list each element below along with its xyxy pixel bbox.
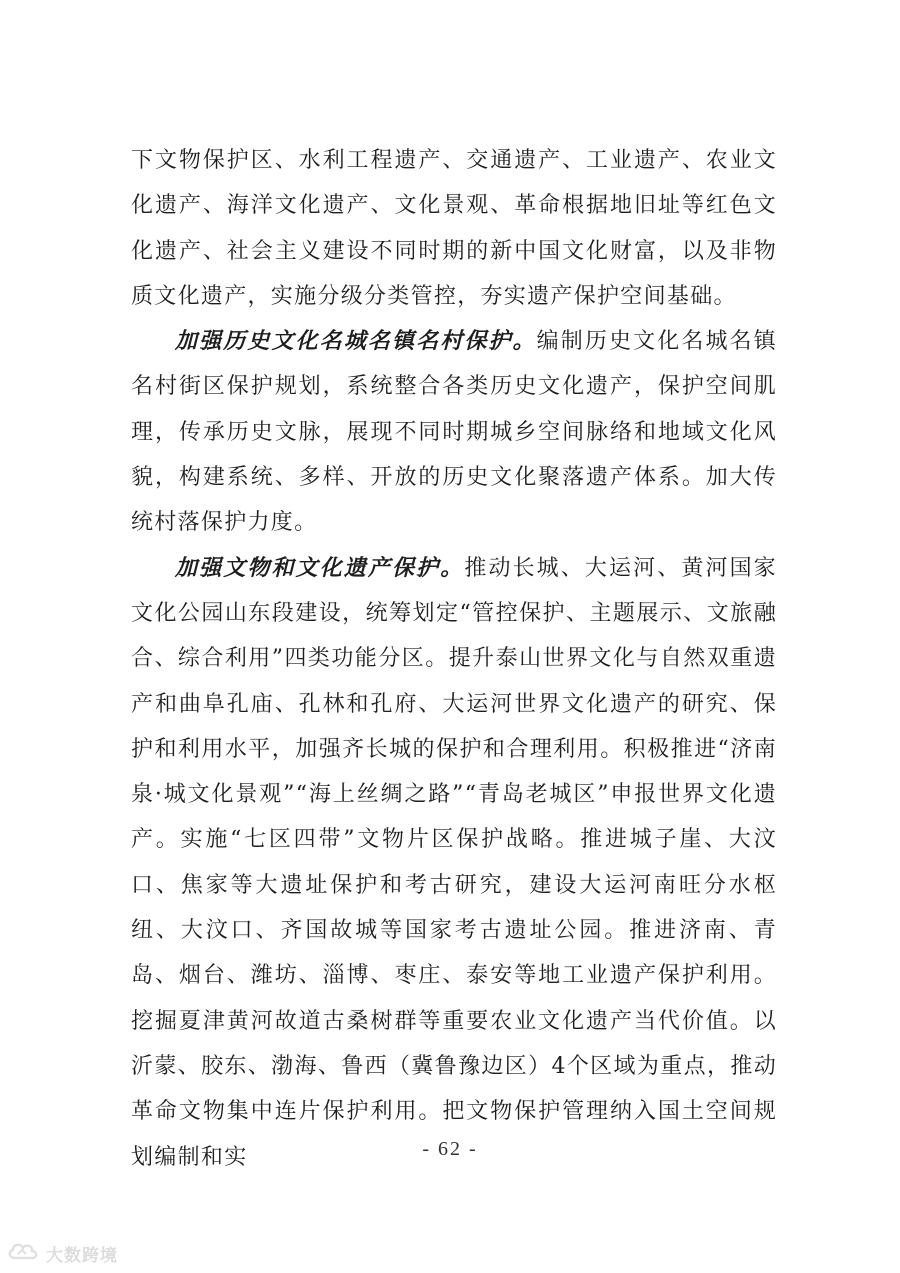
document-body bbox=[131, 138, 777, 1180]
page-number: - 62 - bbox=[422, 1138, 478, 1160]
watermark-label: 大数跨境 bbox=[46, 1245, 118, 1266]
watermark bbox=[6, 1240, 118, 1266]
paragraph bbox=[131, 546, 777, 1180]
paragraph bbox=[131, 138, 777, 319]
paragraph-text: 推动长城、大运河、黄河国家文化公园山东段建设，统筹划定“管控保护、主题展示、文旅融合、综合利用”四类功能分区。提升泰山世界文化与自然双重遗产和曲阜孔庙、孔林和孔府、大运河世界文化遗产的研究、保护和利用水平，加强齐长城的保护和合理利用。积极推进“济南泉·城文化景观”“海上丝绸之路”“青岛老城区”申报世界文化遗产。实施“七区四带”文物片区保护战略。推进城子崖、大汶口、焦家等大遗址保护和考古研究，建设大运河南旺分水枢纽、大汶口、齐国故城等国家考古遗址公园。推进济南、青岛、烟台、潍坊、淄博、枣庄、泰安等地工业遗产保护利用。挖掘夏津黄河故道古桑树群等重要农业文化遗产当代价值。以沂蒙、胶东、渤海、鲁西（冀鲁豫边区）4个区域为重点，推动革命文物集中连片保护利用。把文物保护管理纳入国土空间规划编制和实 bbox=[131, 555, 777, 1170]
paragraph-lead: 加强历史文化名城名镇名村保护。 bbox=[175, 328, 537, 355]
cloud-logo-icon bbox=[6, 1240, 40, 1266]
paragraph-text: 下文物保护区、水利工程遗产、交通遗产、工业遗产、农业文化遗产、海洋文化遗产、文化景观、革命根据地旧址等红色文化遗产、社会主义建设不同时期的新中国文化财富，以及非物质文化遗产，实施分级分类管控，夯实遗产保护空间基础。 bbox=[131, 148, 777, 309]
paragraph bbox=[131, 319, 777, 545]
paragraph-lead: 加强文物和文化遗产保护。 bbox=[175, 554, 465, 581]
paragraph-text: 编制历史文化名城名镇名村街区保护规划，系统整合各类历史文化遗产，保护空间肌理，传承历史文脉，展现不同时期城乡空间脉络和地域文化风貌，构建系统、多样、开放的历史文化聚落遗产体系。加大传统村落保护力度。 bbox=[131, 329, 777, 536]
